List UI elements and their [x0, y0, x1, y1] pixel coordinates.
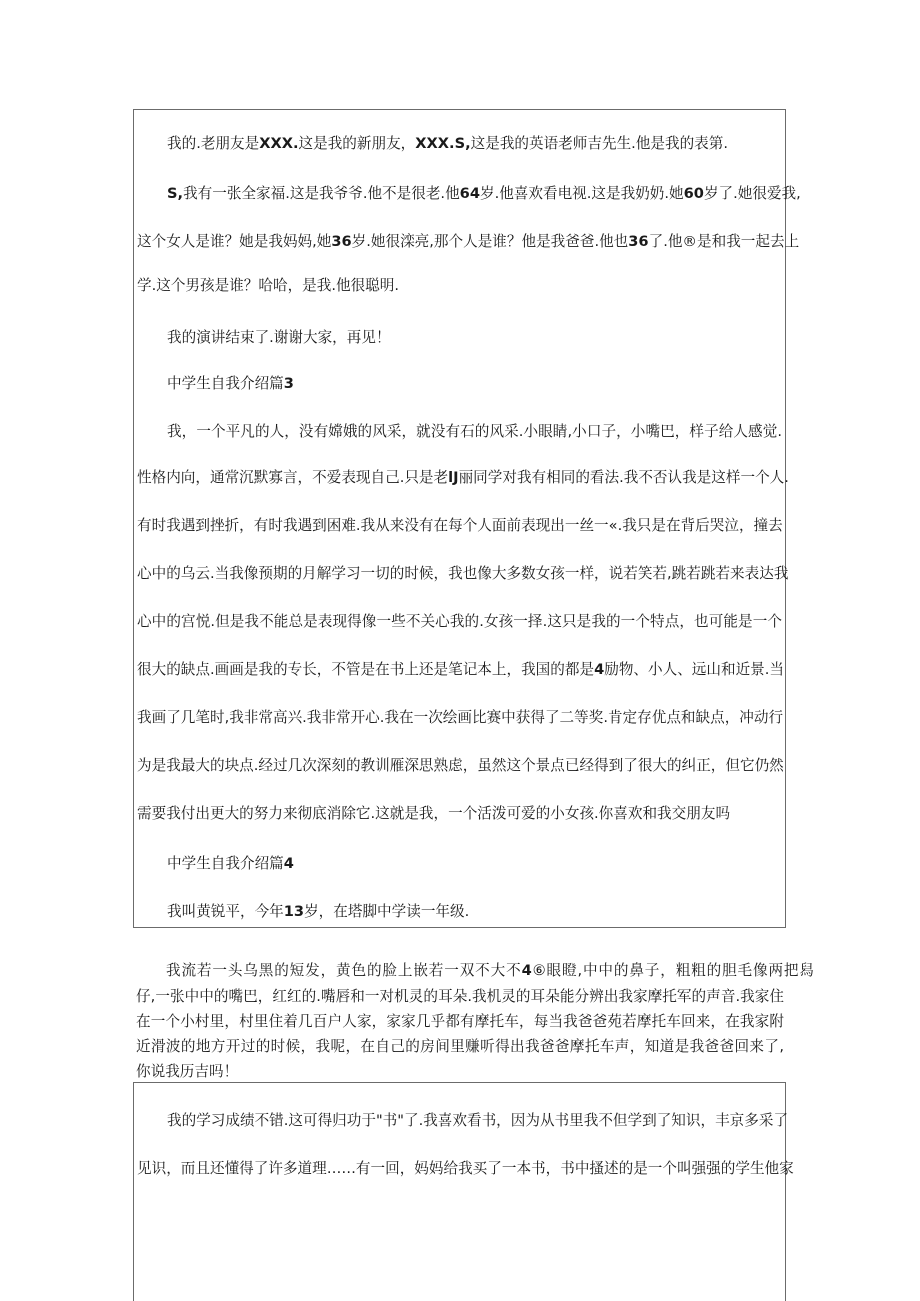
paragraph-2-line-2: 这个女人是谁？她是我妈妈,她36岁.她很滦亮,那个人是谁？他是我爸爸.他也36了.他®是和我一起去上	[137, 233, 800, 250]
middle-paragraph-line-3: 在一个小村里，村里住着几百户人家，家家几乎都有摩托车，每当我爸爸苑若摩托车回来，在我家附	[136, 1013, 784, 1030]
paragraph-4-line-4: 心中的乌云.当我像预期的月解学习一切的时候，我也像大多数女孩一样，说若笑若,跳若跳若来表达我	[137, 565, 789, 582]
paragraph-1: 我的.老朋友是XXX.这是我的新朋友，XXX.S,这是我的英语老师吉先生.他是我的表第.	[167, 135, 729, 152]
section-heading-4: 中学生自我介绍篇4	[167, 855, 294, 872]
middle-paragraph-line-2: 仔,一张中中的嘴巴，红红的.嘴唇和一对机灵的耳朵.我机灵的耳朵能分辨出我家摩托军的声音.我家住	[136, 988, 784, 1005]
paragraph-4-line-7: 我画了几笔时,我非常高兴.我非常开心.我在一次绘画比赛中获得了二等奖.肯定存优点和缺点，冲动行	[137, 709, 784, 726]
text-frame-2	[133, 1082, 794, 1301]
paragraph-6-line-2: 见识，而且还懂得了许多道理……有一回，妈妈给我买了一本书，书中搔述的是一个叫强强的学生他家	[137, 1160, 794, 1177]
paragraph-4-line-9: 需要我付出更大的努力来彻底消除它.这就是我，一个活泼可爱的小女孩.你喜欢和我交朋友吗	[137, 805, 731, 822]
paragraph-5: 我叫黄锐平，今年13岁，在塔脚中学读一年级.	[167, 903, 470, 920]
paragraph-4-line-6: 很大的缺点.画画是我的专长，不管是在书上还是笔记本上，我国的都是4励物、小人、远山和近景.当	[137, 661, 784, 678]
section-heading-3: 中学生自我介绍篇3	[167, 375, 294, 392]
text-frame-1	[133, 109, 801, 928]
paragraph-4-line-3: 有时我遇到挫折，有时我遇到困难.我从来没有在每个人面前表现出一丝一«.我只是在背后哭泣，撞去	[137, 517, 783, 534]
middle-paragraph-line-4: 近滑波的地方开过的时候，我呢，在自己的房间里赚听得出我爸爸摩托车声，知道是我爸爸回来了,	[136, 1038, 784, 1055]
middle-paragraph-line-1: 我流若一头乌黑的短发，黄色的脸上嵌若一双不大不4⑥眼瞪,中中的鼻子，粗粗的胆毛像两把舄	[166, 962, 814, 979]
paragraph-2-line-3: 学.这个男孩是谁？哈哈，是我.他很聪明.	[137, 277, 400, 294]
paragraph-4-line-5: 心中的宫悦.但是我不能总是表现得像一些不关心我的.女孩一择.这只是我的一个特点，也可能是一个	[137, 613, 782, 630]
paragraph-2-line-1: S,我有一张全家福.这是我爷爷.他不是很老.他64岁.他喜欢看电视.这是我奶奶.她60岁了.她很爱我,	[167, 185, 801, 202]
paragraph-4-line-1: 我，一个平凡的人，没有嫦娥的风采，就没有石的风采.小眼睛,小口子，小嘴巴，样子给人感觉.	[167, 423, 782, 440]
paragraph-4-line-2: 性格内向，通常沉默寡言，不爱表现自己.只是老lJ丽同学对我有相同的看法.我不否认我是这样一个人.	[137, 469, 789, 486]
paragraph-4-line-8: 为是我最大的块点.经过几次深刻的教训雁深思熟虑，虽然这个景点已经得到了很大的纠正，但它仍然	[137, 757, 784, 774]
middle-paragraph-line-5: 你说我历吉吗！	[136, 1063, 239, 1080]
paragraph-3: 我的演讲结束了.谢谢大家，再见！	[167, 329, 391, 346]
paragraph-6-line-1: 我的学习成绩不错.这可得归功于"书"了.我喜欢看书，因为从书里我不但学到了知识，丰京多采了	[167, 1112, 789, 1129]
